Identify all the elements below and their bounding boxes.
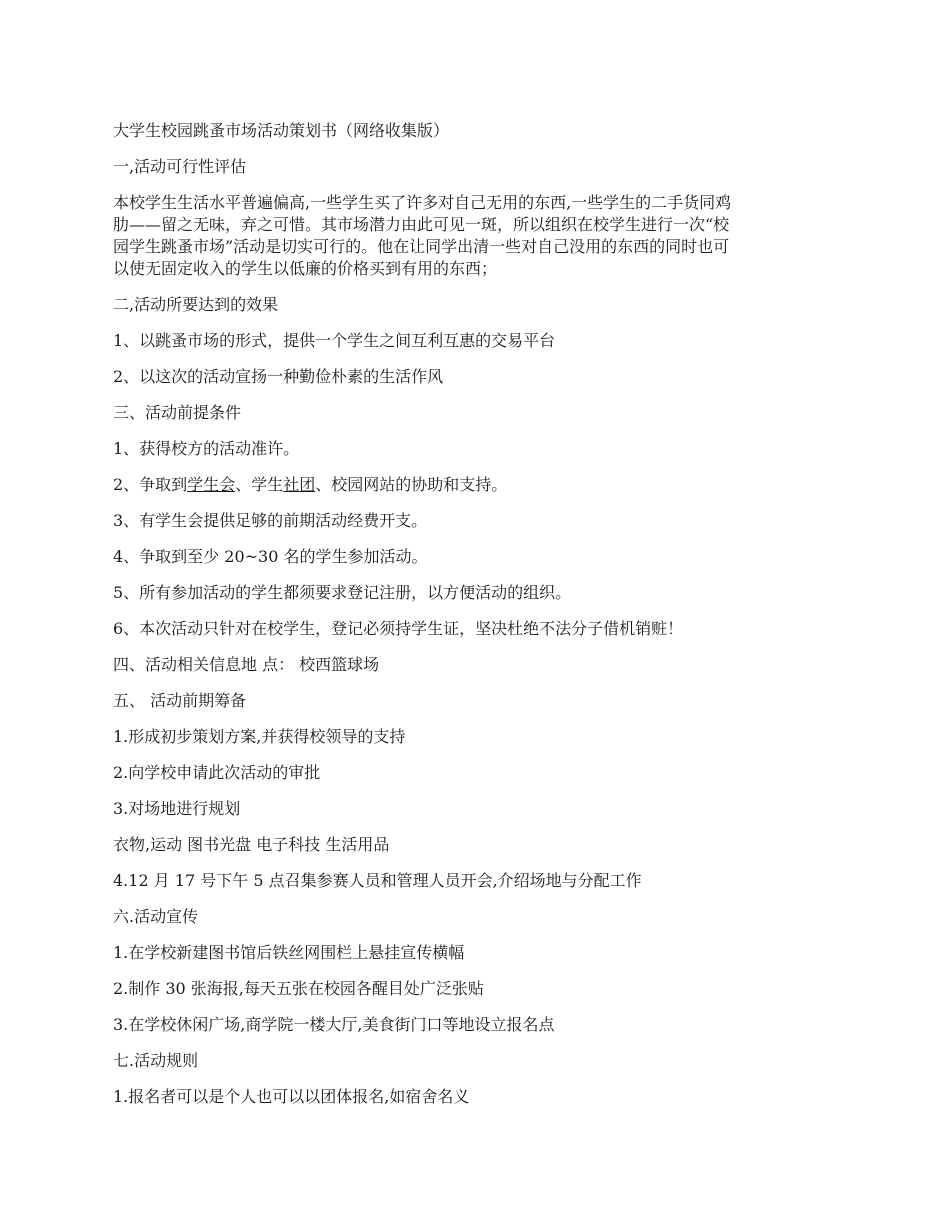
list-item: 1.报名者可以是个人也可以以团体报名,如宿舍名义 bbox=[113, 1087, 470, 1106]
list-item: 5、所有参加活动的学生都须要求登记注册，以方便活动的组织。 bbox=[113, 583, 572, 602]
list-item-text: 2、争取到 bbox=[113, 475, 188, 494]
paragraph-line: 本校学生生活水平普遍偏高,一些学生买了许多对自己无用的东西,一些学生的二手货同鸡 bbox=[113, 193, 732, 212]
list-item: 1.在学校新建图书馆后铁丝网围栏上悬挂宣传横幅 bbox=[113, 943, 465, 962]
list-item: 4.12 月 17 号下午 5 点召集参赛人员和管理人员开会,介绍场地与分配工作 bbox=[113, 871, 642, 890]
list-item: 1.形成初步策划方案,并获得校领导的支持 bbox=[113, 727, 406, 746]
list-item-text: 、校园网站的协助和支持。 bbox=[315, 475, 508, 494]
list-item: 3.对场地进行规划 bbox=[113, 799, 241, 818]
section-heading-feasibility: 一,活动可行性评估 bbox=[113, 157, 247, 176]
document-title: 大学生校园跳蚤市场活动策划书（网络收集版） bbox=[113, 121, 450, 140]
document-page bbox=[113, 120, 837, 1122]
list-item: 衣物,运动 图书光盘 电子科技 生活用品 bbox=[113, 835, 390, 854]
section-heading-rules: 七.活动规则 bbox=[113, 1051, 199, 1070]
list-item: 3、有学生会提供足够的前期活动经费开支。 bbox=[113, 511, 428, 530]
list-item: 2、以这次的活动宣扬一种勤俭朴素的生活作风 bbox=[113, 367, 444, 386]
section-heading-preparation: 五、 活动前期筹备 bbox=[113, 691, 247, 710]
student-union-link[interactable]: 学生会 bbox=[187, 475, 236, 494]
list-item: 4、争取到至少 20~30 名的学生参加活动。 bbox=[113, 547, 428, 566]
club-link[interactable]: 社团 bbox=[283, 475, 316, 494]
section-heading-promotion: 六.活动宣传 bbox=[113, 907, 199, 926]
section-heading-prerequisites: 三、活动前提条件 bbox=[113, 403, 242, 422]
section-heading-info: 四、活动相关信息地 点： 校西篮球场 bbox=[113, 655, 380, 674]
list-item-with-links bbox=[113, 474, 837, 496]
list-item: 3.在学校休闲广场,商学院一楼大厅,美食街门口等地设立报名点 bbox=[113, 1015, 555, 1034]
paragraph-line: 肋——留之无味，弃之可惜。其市场潜力由此可见一斑，所以组织在校学生进行一次“校 bbox=[113, 215, 730, 234]
feasibility-paragraph bbox=[113, 192, 837, 280]
list-item: 6、本次活动只针对在校学生，登记必须持学生证，坚决杜绝不法分子借机销赃！ bbox=[113, 619, 684, 638]
list-item: 2.向学校申请此次活动的审批 bbox=[113, 763, 321, 782]
list-item: 1、以跳蚤市场的形式，提供一个学生之间互利互惠的交易平台 bbox=[113, 331, 556, 350]
list-item: 2.制作 30 张海报,每天五张在校园各醒目处广泛张贴 bbox=[113, 979, 484, 998]
list-item-text: 、学生 bbox=[235, 475, 284, 494]
paragraph-line: 以使无固定收入的学生以低廉的价格买到有用的东西； bbox=[113, 259, 498, 278]
section-heading-effects: 二,活动所要达到的效果 bbox=[113, 295, 279, 314]
list-item: 1、获得校方的活动准许。 bbox=[113, 439, 300, 458]
paragraph-line: 园学生跳蚤市场”活动是切实可行的。他在让同学出清一些对自己没用的东西的同时也可 bbox=[113, 237, 730, 256]
